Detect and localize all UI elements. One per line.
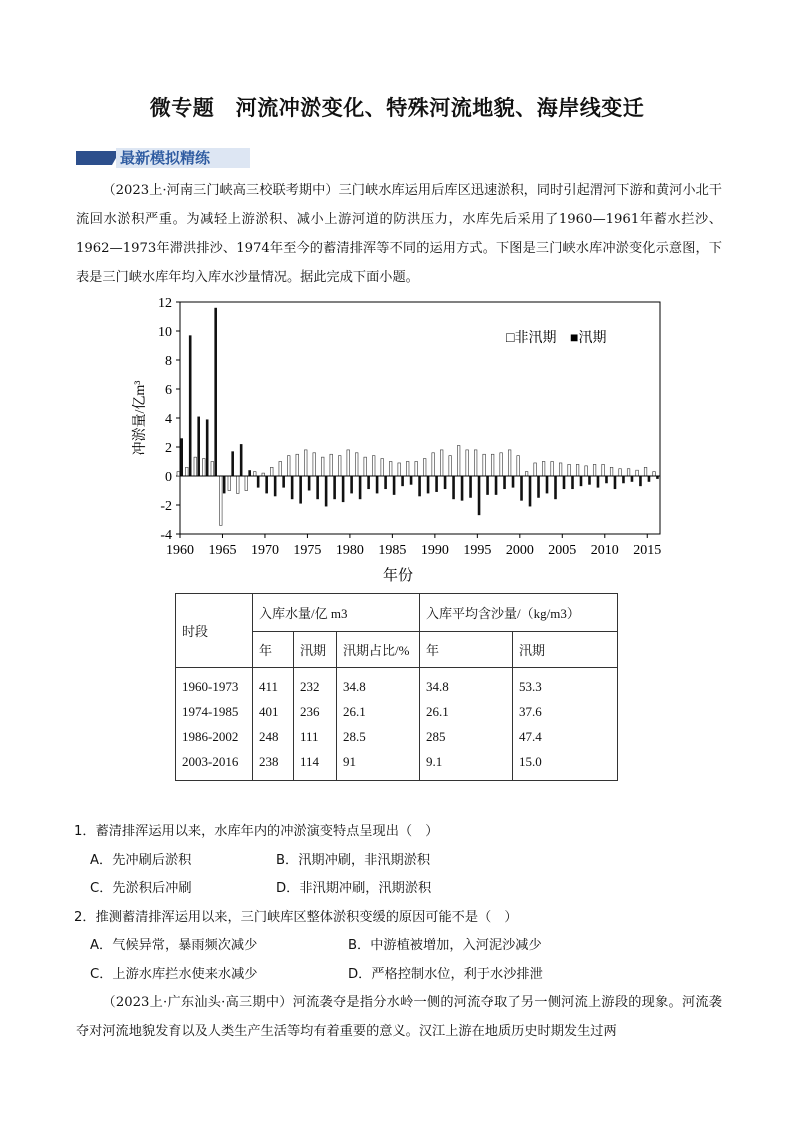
bar-non-flood <box>483 454 486 476</box>
x-tick-label: 1975 <box>293 543 322 558</box>
bar-flood <box>452 476 455 499</box>
bar-non-flood <box>585 466 588 476</box>
col-sand-flood <box>513 668 618 781</box>
bar-non-flood <box>576 464 579 476</box>
bar-flood <box>231 451 234 476</box>
cell: 26.1 <box>426 704 449 719</box>
bar-non-flood <box>653 472 656 476</box>
bar-non-flood <box>398 463 401 476</box>
bar-flood <box>274 476 277 496</box>
bar-non-flood <box>338 456 341 476</box>
y-tick-label: 6 <box>165 383 172 398</box>
bar-non-flood <box>466 450 469 476</box>
bar-flood <box>342 476 345 502</box>
bar-flood <box>291 476 294 499</box>
bar-flood <box>316 476 319 499</box>
question-1-option-d: D．非汛期冲刷，汛期淤积 <box>276 881 432 896</box>
section-header <box>76 148 266 168</box>
bar-non-flood <box>381 459 384 476</box>
bar-non-flood <box>330 454 333 476</box>
bar-flood <box>240 444 243 476</box>
x-tick-label: 1990 <box>420 543 449 558</box>
cell: 2003-2016 <box>182 754 239 769</box>
y-tick-label: 12 <box>158 296 172 311</box>
x-tick-label: 1980 <box>335 543 364 558</box>
bar-non-flood <box>474 450 477 476</box>
cell: 411 <box>259 679 279 694</box>
question-1-option-c: C．先淤积后冲刷 <box>90 881 192 896</box>
bar-flood <box>384 476 387 489</box>
bar-flood <box>359 476 362 499</box>
bar-non-flood <box>551 462 554 477</box>
bar-non-flood <box>491 454 494 476</box>
bar-non-flood <box>406 462 409 477</box>
cell: 236 <box>300 704 320 719</box>
x-tick-label: 1960 <box>166 543 194 558</box>
bar-non-flood <box>534 463 537 476</box>
col-water-year <box>253 668 294 781</box>
bar-flood <box>325 476 328 506</box>
bar-flood <box>444 476 447 489</box>
bar-flood <box>529 476 532 506</box>
cell: 37.6 <box>519 704 542 719</box>
bar-flood <box>435 476 438 492</box>
cell: 285 <box>426 729 446 744</box>
cell: 114 <box>300 754 320 769</box>
cell: 1960-1973 <box>182 679 239 694</box>
header-sand: 入库平均含沙量/（kg/m3） <box>420 594 618 632</box>
question-2-option-b: B．中游植被增加，入河泥沙减少 <box>348 938 542 953</box>
bar-flood <box>248 470 251 476</box>
bar-non-flood <box>364 457 367 476</box>
bar-non-flood <box>253 472 256 476</box>
bar-flood <box>401 476 404 486</box>
bar-non-flood <box>508 450 511 476</box>
question-2-option-a: A．气候异常，暴雨频次减少 <box>90 938 258 953</box>
cell: 91 <box>343 754 356 769</box>
bar-non-flood <box>347 450 350 476</box>
sub-water-year: 年 <box>253 632 294 668</box>
bar-non-flood <box>457 446 460 476</box>
bar-non-flood <box>610 467 613 476</box>
bar-non-flood <box>321 457 324 476</box>
bar-flood <box>478 476 481 515</box>
inflow-sediment-table <box>175 593 618 781</box>
bar-flood <box>546 476 549 493</box>
x-tick-label: 1995 <box>463 543 492 558</box>
bar-flood <box>189 335 192 476</box>
sub-sand-flood: 汛期 <box>513 632 618 668</box>
cell: 26.1 <box>343 704 366 719</box>
col-sand-year <box>420 668 513 781</box>
y-axis-label: 冲淤量/亿m³ <box>133 380 148 456</box>
cell: 9.1 <box>426 754 443 769</box>
bar-non-flood <box>602 464 605 476</box>
table-header-row <box>176 594 618 632</box>
bar-non-flood <box>627 469 630 476</box>
bar-flood <box>282 476 285 488</box>
bar-non-flood <box>517 456 520 476</box>
question-1-option-b: B．汛期冲刷，非汛期淤积 <box>276 853 431 868</box>
x-tick-label: 1965 <box>208 543 237 558</box>
intro-paragraph-2: （2023上·广东汕头·高三期中）河流袭夺是指分水岭一侧的河流夺取了另一侧河流上游段的现象。河流袭夺对河流地貌发育以及人类生产生活等均有着重要的意义。汉江上游在地质历史时期发生过两 <box>76 995 722 1039</box>
bar-flood <box>180 438 183 476</box>
bar-non-flood <box>279 462 282 477</box>
bar-flood <box>265 476 268 493</box>
cell: 15.0 <box>519 754 542 769</box>
bar-flood <box>299 476 302 504</box>
bar-flood <box>206 419 209 476</box>
bar-non-flood <box>270 467 273 476</box>
section-header-bar <box>76 151 112 165</box>
bar-flood <box>197 417 200 476</box>
bar-flood <box>333 476 336 499</box>
bar-flood <box>639 476 642 486</box>
bar-flood <box>554 476 557 499</box>
scour-deposition-chart <box>128 294 674 590</box>
bar-non-flood <box>593 464 596 476</box>
bar-non-flood <box>449 456 452 476</box>
bar-non-flood <box>185 467 188 476</box>
x-tick-label: 2015 <box>633 543 662 558</box>
x-tick-label: 2000 <box>505 543 534 558</box>
cell: 1974-1985 <box>182 704 239 719</box>
x-tick-label: 2005 <box>548 543 577 558</box>
bar-non-flood <box>440 450 443 476</box>
bar-flood <box>367 476 370 489</box>
cell: 1986-2002 <box>182 729 239 744</box>
cell: 34.8 <box>426 679 449 694</box>
y-tick-label: 2 <box>165 441 172 456</box>
col-periods <box>176 668 253 781</box>
bar-non-flood <box>423 459 426 476</box>
bar-flood <box>597 476 600 488</box>
cell: 34.8 <box>343 679 366 694</box>
bar-non-flood <box>194 457 197 476</box>
bar-non-flood <box>500 453 503 476</box>
bar-flood <box>376 476 379 493</box>
bar-flood <box>605 476 608 483</box>
bar-non-flood <box>211 462 214 477</box>
bar-non-flood <box>644 467 647 476</box>
question-2-option-c: C．上游水库拦水使来水减少 <box>90 967 258 982</box>
bar-flood <box>469 476 472 498</box>
y-tick-label: 4 <box>165 412 172 427</box>
y-tick-label: -2 <box>160 499 172 514</box>
bar-flood <box>461 476 464 501</box>
bar-flood <box>486 476 489 495</box>
bar-flood <box>418 476 421 496</box>
legend-flood: ■汛期 <box>570 331 607 346</box>
sub-water-ratio: 汛期占比/% <box>337 632 420 668</box>
bar-non-flood <box>236 476 239 493</box>
bar-non-flood <box>355 453 358 476</box>
bar-non-flood <box>559 463 562 476</box>
bar-flood <box>503 476 506 489</box>
bar-non-flood <box>619 469 622 476</box>
question-2-stem: 2．推测蓄清排浑运用以来，三门峡库区整体淤积变缓的原因可能不是（ ） <box>74 910 518 925</box>
bar-non-flood <box>219 476 222 525</box>
bar-non-flood <box>296 454 299 476</box>
cell: 232 <box>300 679 320 694</box>
bar-non-flood <box>202 459 205 476</box>
bar-non-flood <box>245 476 248 491</box>
cell: 53.3 <box>519 679 542 694</box>
bar-flood <box>214 308 217 476</box>
bar-flood <box>427 476 430 493</box>
bar-flood <box>520 476 523 501</box>
x-tick-label: 1970 <box>250 543 279 558</box>
sub-sand-year: 年 <box>420 632 513 668</box>
question-2-option-d: D．严格控制水位，利于水沙排泄 <box>348 967 543 982</box>
bar-flood <box>495 476 498 495</box>
x-tick-label: 1985 <box>378 543 407 558</box>
legend-non-flood: □非汛期 <box>506 331 557 346</box>
question-1-option-a: A．先冲刷后淤积 <box>90 853 192 868</box>
y-tick-label: 0 <box>165 470 172 485</box>
bar-flood <box>223 476 226 493</box>
cell: 248 <box>259 729 279 744</box>
bar-flood <box>308 476 311 491</box>
bar-non-flood <box>313 453 316 476</box>
x-tick-label: 2010 <box>590 543 619 558</box>
bar-flood <box>622 476 625 483</box>
bar-non-flood <box>525 472 528 476</box>
col-water-ratio <box>337 668 420 781</box>
bar-flood <box>580 476 583 486</box>
bar-flood <box>563 476 566 489</box>
bar-flood <box>631 476 634 482</box>
bar-flood <box>393 476 396 495</box>
y-tick-label: -4 <box>160 528 172 543</box>
header-water: 入库水量/亿 m3 <box>253 594 420 632</box>
y-tick-label: 10 <box>158 325 172 340</box>
bar-non-flood <box>568 464 571 476</box>
bar-flood <box>648 476 651 482</box>
x-axis-label: 年份 <box>382 568 414 584</box>
bar-flood <box>410 476 413 485</box>
chart-svg <box>128 294 674 590</box>
bar-flood <box>512 476 515 488</box>
header-period: 时段 <box>176 594 253 668</box>
section-header-label: 最新模拟精练 <box>116 148 250 168</box>
bar-non-flood <box>636 470 639 476</box>
cell: 238 <box>259 754 279 769</box>
bar-non-flood <box>177 472 180 476</box>
bar-flood <box>257 476 260 488</box>
y-tick-label: 8 <box>165 354 172 369</box>
question-1-stem: 1．蓄清排浑运用以来，水库年内的冲淤演变特点呈现出（ ） <box>74 824 439 839</box>
col-water-flood <box>294 668 337 781</box>
bar-non-flood <box>287 456 290 476</box>
bar-flood <box>350 476 353 493</box>
bar-flood <box>588 476 591 485</box>
bar-non-flood <box>542 462 545 477</box>
bar-flood <box>537 476 540 498</box>
bar-flood <box>571 476 574 489</box>
bar-non-flood <box>372 456 375 476</box>
bar-non-flood <box>228 476 231 491</box>
cell: 401 <box>259 704 279 719</box>
table-data-row <box>176 668 618 781</box>
bar-non-flood <box>432 453 435 476</box>
bar-non-flood <box>415 462 418 477</box>
cell: 28.5 <box>343 729 366 744</box>
sub-water-flood: 汛期 <box>294 632 337 668</box>
page-title: 微专题 河流冲淤变化、特殊河流地貌、海岸线变迁 <box>149 95 645 120</box>
bar-flood <box>614 476 617 489</box>
cell: 111 <box>300 729 319 744</box>
intro-paragraph-1: （2023上·河南三门峡高三校联考期中）三门峡水库运用后库区迅速淤积，同时引起渭河下游和黄河小北干流回水淤积严重。为减轻上游淤积、减小上游河道的防洪压力，水库先后采用了1960—1961年蓄水拦沙、1962—1973年滞洪排沙、1974年至今的蓄清排浑等不同的运用方式。下图是三门峡水库冲淤变化示意图，下表是三门峡水库年均入库水沙量情况。据此完成下面小题。 <box>76 183 722 285</box>
bar-non-flood <box>389 462 392 477</box>
bar-non-flood <box>304 450 307 476</box>
cell: 47.4 <box>519 729 542 744</box>
